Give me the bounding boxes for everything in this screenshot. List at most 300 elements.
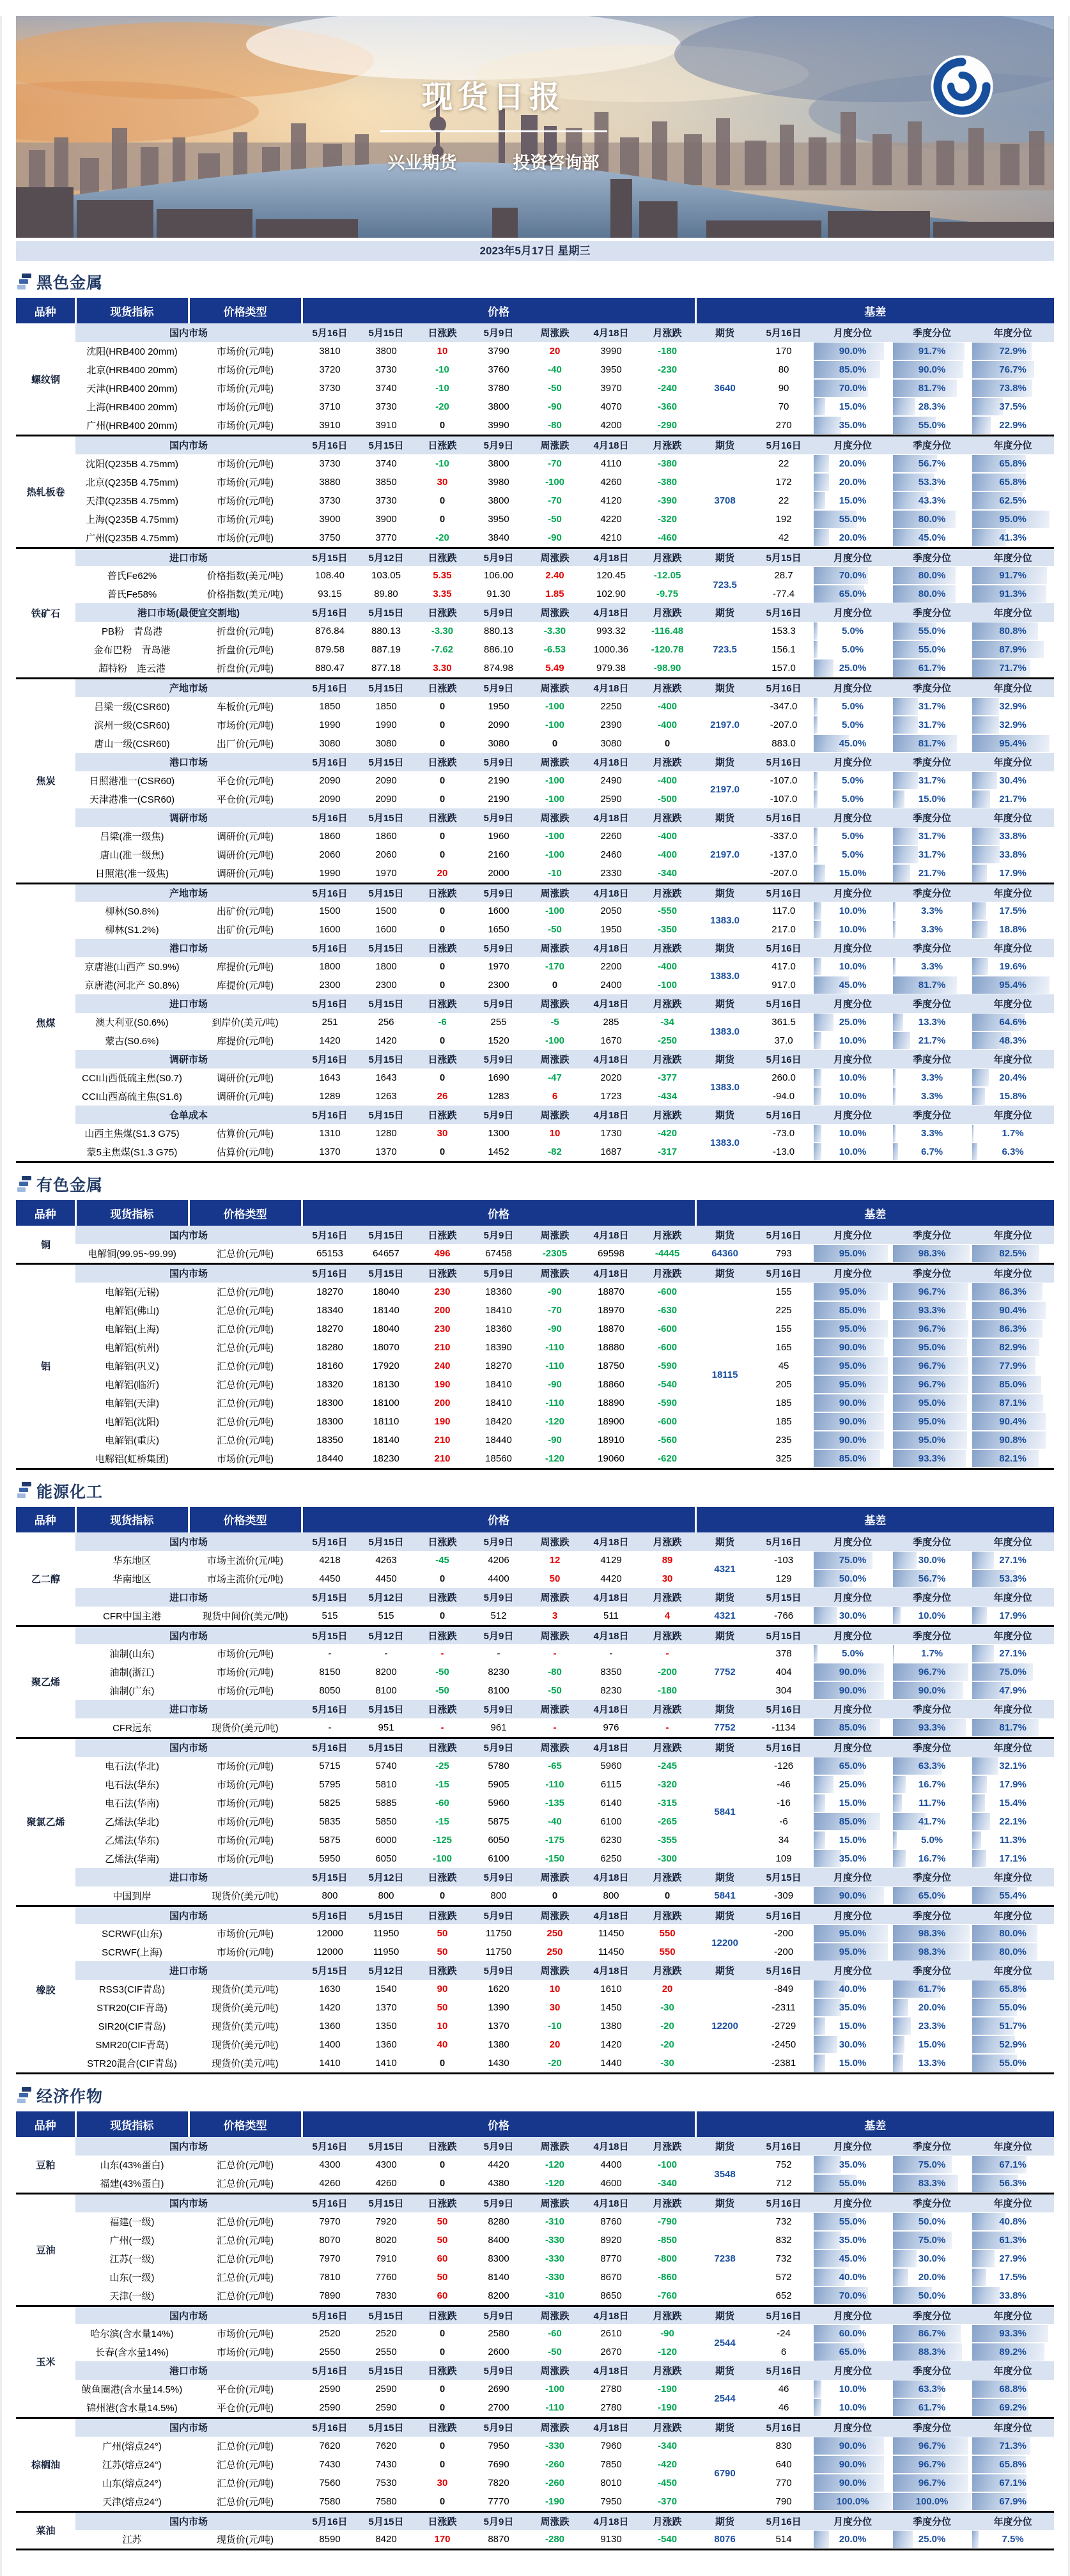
price-cell: 7620 xyxy=(375,2440,397,2451)
percentile-cell xyxy=(813,790,892,808)
percentile-bar-wrap xyxy=(814,1943,892,1961)
column-date-header: 5月9日 xyxy=(470,753,527,771)
futures-price-cell: 4321 xyxy=(714,1610,736,1621)
percentile-bar-wrap xyxy=(893,1069,971,1086)
indicator-cell: 华南地区 xyxy=(112,1573,151,1585)
percentile-cell xyxy=(892,2455,972,2474)
column-date-header: 4月18日 xyxy=(583,436,639,454)
column-date-header: 日涨跌 xyxy=(414,2137,470,2156)
percentile-bar-wrap xyxy=(893,1032,971,1049)
price-cell: 1370 xyxy=(488,2021,509,2032)
indicator-cell: 哈尔滨(含水量14%) xyxy=(90,2329,174,2340)
price-cell: 12000 xyxy=(316,1928,343,1939)
price-cell: - xyxy=(609,1648,613,1659)
column-date-header: 年度分位 xyxy=(972,808,1054,827)
percentile-bar-wrap xyxy=(893,1450,971,1467)
percentile-cell xyxy=(892,397,972,416)
percentile-bar-wrap xyxy=(893,622,971,640)
change-cell: 210 xyxy=(434,1453,451,1464)
column-date-header: 4月18日 xyxy=(583,2137,639,2156)
change-cell: 0 xyxy=(439,980,446,991)
column-date-header: 4月18日 xyxy=(583,1532,639,1551)
column-date-header: 季度分位 xyxy=(892,2511,972,2530)
percentile-value: 32.9% xyxy=(999,700,1027,712)
column-group-header: 基差 xyxy=(695,1200,1054,1226)
column-date-header: 5月15日 xyxy=(358,2137,414,2156)
percentile-cell xyxy=(813,920,892,939)
price-cell: 18360 xyxy=(485,1286,512,1297)
change-cell: 30 xyxy=(437,1128,448,1139)
basis-cell: 172 xyxy=(775,476,792,488)
change-cell: -380 xyxy=(658,458,678,469)
percentile-cell xyxy=(892,2324,972,2343)
percentile-cell xyxy=(972,1663,1054,1681)
column-date-header: 4月18日 xyxy=(583,548,639,566)
change-cell: -420 xyxy=(658,2458,678,2470)
percentile-bar-wrap xyxy=(814,1999,892,2016)
percentile-value: 35.0% xyxy=(839,420,867,431)
percentile-bar-wrap xyxy=(893,2017,971,2035)
price-cell: 69598 xyxy=(598,1248,624,1259)
percentile-cell xyxy=(972,2287,1054,2306)
percentile-value: 61.7% xyxy=(918,2402,946,2413)
change-cell: -330 xyxy=(545,2253,565,2264)
column-date-header: 期货 xyxy=(695,2306,754,2324)
column-date-header: 月涨跌 xyxy=(639,753,695,771)
percentile-bar-wrap xyxy=(972,2055,1053,2072)
basis-cell: 752 xyxy=(775,2159,792,2170)
indicator-cell: 乙烯法(华南) xyxy=(105,1853,159,1865)
price-type-cell: 市场价(元/吨) xyxy=(216,1761,274,1772)
column-date-header: 月度分位 xyxy=(813,1626,892,1644)
column-date-header: 4月18日 xyxy=(583,883,639,902)
percentile-cell xyxy=(892,1663,972,1681)
market-subheader-row xyxy=(16,2361,1054,2380)
change-cell: 0 xyxy=(439,513,446,525)
variety-cell: 豆粕 xyxy=(16,2137,75,2194)
percentile-value: 100.0% xyxy=(836,2495,869,2507)
futures-price-cell: 64360 xyxy=(711,1248,738,1259)
price-cell: 18410 xyxy=(485,1378,512,1390)
percentile-cell xyxy=(813,1998,892,2017)
change-cell: -100 xyxy=(545,849,565,860)
percentile-cell xyxy=(813,454,892,473)
column-date-header: 周涨跌 xyxy=(527,994,583,1013)
price-cell: 512 xyxy=(490,1610,507,1621)
column-date-header: 季度分位 xyxy=(892,883,972,902)
percentile-cell xyxy=(813,1412,892,1431)
percentile-bar-wrap xyxy=(893,2156,971,2173)
price-cell: 886.10 xyxy=(484,644,513,655)
change-cell: -550 xyxy=(658,906,678,916)
percentile-cell xyxy=(813,845,892,864)
percentile-bar-wrap xyxy=(814,2325,892,2342)
percentile-bar-wrap xyxy=(893,1014,971,1031)
percentile-bar-wrap xyxy=(814,1663,892,1681)
price-cell: 256 xyxy=(378,1017,394,1028)
percentile-value: 68.8% xyxy=(999,2384,1027,2395)
price-cell: 2250 xyxy=(600,700,622,712)
change-cell: - xyxy=(665,1722,669,1733)
percentile-value: 75.0% xyxy=(918,2234,946,2246)
price-cell: 2590 xyxy=(375,2384,397,2395)
market-label: 国内市场 xyxy=(75,1626,302,1644)
change-cell: -7.62 xyxy=(431,644,454,655)
column-date-header: 5月9日 xyxy=(470,883,527,902)
price-cell: 3910 xyxy=(375,420,397,431)
change-cell: 0 xyxy=(552,737,558,749)
price-cell: 3740 xyxy=(375,458,397,469)
change-cell: 200 xyxy=(434,1304,451,1316)
percentile-value: 41.7% xyxy=(918,1816,946,1827)
price-cell: 8070 xyxy=(319,2234,341,2246)
percentile-bar-wrap xyxy=(814,1645,892,1662)
indicator-cell: 滨州一级(CSR60) xyxy=(94,720,170,731)
percentile-value: 67.9% xyxy=(999,2495,1027,2507)
column-date-header: 5月15日 xyxy=(754,548,813,566)
table-row xyxy=(16,640,1054,659)
nonferrous-metals-table xyxy=(16,1200,1054,1470)
change-cell: -80 xyxy=(548,1667,562,1677)
percentile-bar-wrap xyxy=(814,1607,892,1624)
variety-cell: 热轧板卷 xyxy=(16,436,75,548)
column-date-header: 月度分位 xyxy=(813,808,892,827)
column-date-header: 期货 xyxy=(695,2194,754,2212)
column-date-header: 5月16日 xyxy=(754,1264,813,1283)
futures-price-cell: 1383.0 xyxy=(710,914,740,926)
price-cell: 8140 xyxy=(488,2271,509,2283)
column-group-header: 品种 xyxy=(16,1200,75,1226)
price-type-cell: 平仓价(元/吨) xyxy=(216,2403,274,2414)
price-cell: 1520 xyxy=(488,1035,509,1046)
percentile-cell xyxy=(892,1283,972,1301)
price-type-cell: 汇总价(元/吨) xyxy=(216,1398,274,1409)
change-cell: 30 xyxy=(662,1573,673,1584)
change-cell: 550 xyxy=(659,1928,676,1939)
basis-cell: 185 xyxy=(775,1397,792,1408)
price-cell: - xyxy=(384,1648,388,1659)
percentile-cell xyxy=(813,2455,892,2474)
market-subheader-row xyxy=(16,1106,1054,1124)
column-date-header: 5月16日 xyxy=(302,1738,358,1757)
indicator-cell: 蒙5主焦煤(S1.3 G75) xyxy=(86,1147,178,1158)
percentile-bar-wrap xyxy=(893,641,971,658)
price-cell: 515 xyxy=(322,1610,338,1621)
indicator-cell: 电解铝(佛山) xyxy=(105,1305,159,1316)
column-date-header: 年度分位 xyxy=(972,2361,1054,2380)
percentile-bar-wrap xyxy=(814,2531,892,2548)
column-date-header: 季度分位 xyxy=(892,323,972,342)
change-cell: -90 xyxy=(548,1434,562,1446)
change-cell: 240 xyxy=(434,1360,451,1371)
table-row xyxy=(16,1831,1054,1849)
table-row xyxy=(16,1283,1054,1301)
price-cell: 3730 xyxy=(319,495,341,506)
percentile-bar-wrap xyxy=(814,976,892,994)
percentile-cell xyxy=(813,1357,892,1375)
percentile-bar-wrap xyxy=(814,641,892,658)
futures-price-cell: 4321 xyxy=(714,1564,736,1575)
change-cell: -120 xyxy=(545,2178,565,2189)
bullet-bar xyxy=(22,1176,31,1180)
price-cell: 2610 xyxy=(600,2328,622,2339)
price-type-cell: 出矿价(元/吨) xyxy=(216,925,274,936)
change-cell: 0 xyxy=(439,2402,446,2413)
section-title: 经济作物 xyxy=(36,2088,104,2106)
basis-cell: 790 xyxy=(775,2495,792,2507)
price-type-cell: 估算价(元/吨) xyxy=(216,1147,274,1158)
percentile-value: 91.7% xyxy=(918,346,946,357)
change-cell: 50 xyxy=(437,2216,448,2227)
percentile-value: 50.0% xyxy=(918,2290,946,2301)
percentile-bar-wrap xyxy=(972,2269,1053,2286)
change-cell: -2305 xyxy=(542,1248,568,1259)
price-cell: 103.05 xyxy=(371,570,401,581)
percentile-bar-wrap xyxy=(972,828,1053,845)
change-cell: 250 xyxy=(547,1947,563,1957)
percentile-value: 1.7% xyxy=(920,1648,943,1659)
indicator-cell: 日照港(准一级焦) xyxy=(95,868,169,879)
column-date-header: 期货 xyxy=(695,548,754,566)
percentile-value: 28.3% xyxy=(918,401,946,412)
column-group-header: 品种 xyxy=(16,298,75,323)
percentile-bar-wrap xyxy=(972,2036,1053,2053)
percentile-cell xyxy=(972,1886,1054,1906)
price-cell: 3900 xyxy=(375,513,397,525)
table-row xyxy=(16,697,1054,716)
price-cell: 18360 xyxy=(485,1323,512,1334)
basis-cell: -766 xyxy=(774,1610,794,1621)
percentile-cell xyxy=(892,528,972,548)
percentile-value: 45.0% xyxy=(839,980,867,991)
percentile-cell xyxy=(892,1244,972,1264)
change-cell: 0 xyxy=(439,2178,446,2189)
percentile-bar-wrap xyxy=(972,698,1053,715)
change-cell: 0 xyxy=(439,1072,446,1083)
column-date-header: 5月16日 xyxy=(302,1906,358,1924)
column-date-header: 周涨跌 xyxy=(527,548,583,566)
change-cell: -860 xyxy=(658,2271,678,2283)
basis-cell: 514 xyxy=(775,2534,792,2545)
column-date-header: 年度分位 xyxy=(972,1738,1054,1757)
change-cell: -540 xyxy=(658,2534,678,2545)
change-cell: -70 xyxy=(548,458,562,469)
basis-cell: 185 xyxy=(775,1415,792,1427)
percentile-value: 45.0% xyxy=(839,2253,867,2264)
price-cell: 5850 xyxy=(375,1816,397,1827)
market-subheader-row xyxy=(16,603,1054,622)
percentile-value: 60.0% xyxy=(839,2328,867,2339)
percentile-value: 91.3% xyxy=(999,589,1027,599)
price-type-cell: 市场价(元/吨) xyxy=(216,1779,274,1791)
change-cell: -760 xyxy=(658,2290,678,2301)
section-title: 黑色金属 xyxy=(36,274,104,292)
table-row xyxy=(16,2231,1054,2249)
table-row xyxy=(16,1244,1054,1264)
table-row xyxy=(16,2174,1054,2194)
column-date-header: 月涨跌 xyxy=(639,603,695,622)
price-type-cell: 市场价(元/吨) xyxy=(216,1929,274,1940)
price-type-cell: 市场价(元/吨) xyxy=(216,514,274,525)
price-cell: 2780 xyxy=(600,2402,622,2413)
column-date-header: 5月16日 xyxy=(754,679,813,697)
bullet-bar xyxy=(17,285,26,289)
column-date-header: 年度分位 xyxy=(972,2418,1054,2437)
percentile-bar-wrap xyxy=(893,698,971,715)
change-cell: -400 xyxy=(658,775,678,786)
percentile-bar-wrap xyxy=(893,2036,971,2053)
market-label: 港口市场 xyxy=(75,2361,302,2380)
column-date-header: 5月9日 xyxy=(470,1226,527,1244)
futures-price-cell: 1383.0 xyxy=(710,1026,740,1037)
price-type-cell: 汇总价(元/吨) xyxy=(216,1323,274,1335)
market-label: 调研市场 xyxy=(75,1050,302,1068)
percentile-cell xyxy=(892,1551,972,1570)
bullet-bar xyxy=(19,1488,28,1492)
price-cell: 1370 xyxy=(375,2002,397,2013)
column-date-header: 5月15日 xyxy=(358,939,414,957)
percentile-bar-wrap xyxy=(972,2531,1053,2548)
percentile-value: 18.8% xyxy=(999,924,1027,935)
column-group-header: 价格类型 xyxy=(189,1200,302,1226)
change-cell: 0 xyxy=(439,1610,446,1621)
column-date-header: 季度分位 xyxy=(892,1700,972,1718)
percentile-value: 70.0% xyxy=(839,570,867,581)
basis-cell: 90 xyxy=(778,383,789,394)
price-type-cell: 市场主流价(元/吨) xyxy=(206,1555,284,1566)
column-group-header: 品种 xyxy=(16,1507,75,1532)
basis-cell: -207.0 xyxy=(770,719,798,730)
change-cell: -20 xyxy=(660,2039,674,2050)
percentile-bar-wrap xyxy=(972,529,1053,546)
percentile-value: 5.0% xyxy=(841,1648,864,1659)
percentile-bar-wrap xyxy=(893,455,971,472)
price-cell: 2330 xyxy=(600,867,622,879)
percentile-cell xyxy=(972,771,1054,790)
price-cell: 18410 xyxy=(485,1397,512,1408)
column-date-header: 4月18日 xyxy=(583,1700,639,1718)
percentile-cell xyxy=(813,566,892,585)
percentile-bar-wrap xyxy=(814,902,892,920)
percentile-cell xyxy=(972,2398,1054,2418)
change-cell: 30 xyxy=(437,476,448,488)
percentile-bar-wrap xyxy=(972,1014,1053,1031)
percentile-cell xyxy=(813,1681,892,1700)
indicator-cell: STR20混合(CIF青岛) xyxy=(87,2058,177,2069)
price-cell: 18270 xyxy=(485,1360,512,1371)
change-cell: -590 xyxy=(658,1360,678,1371)
price-cell: 7910 xyxy=(375,2253,397,2264)
price-type-cell: 汇总价(元/吨) xyxy=(216,1361,274,1372)
change-cell: 26 xyxy=(437,1091,448,1102)
report-title: 现货日报 xyxy=(421,81,565,114)
percentile-cell xyxy=(813,397,892,416)
futures-price-cell: 2544 xyxy=(714,2337,736,2348)
price-cell: 1860 xyxy=(319,830,341,842)
column-date-header: 年度分位 xyxy=(972,883,1054,902)
section-energy-chemicals xyxy=(2,1479,1068,2075)
percentile-bar-wrap xyxy=(972,417,1053,434)
indicator-cell: 天津(Q235B 4.75mm) xyxy=(85,495,179,507)
column-date-header: 5月16日 xyxy=(754,2137,813,2156)
percentile-value: 15.0% xyxy=(918,2039,946,2050)
bullet-bar xyxy=(22,274,31,278)
percentile-value: 5.0% xyxy=(841,849,864,860)
percentile-value: 10.0% xyxy=(839,2402,867,2413)
price-cell: 7950 xyxy=(600,2495,622,2507)
column-date-header: 月度分位 xyxy=(813,2361,892,2380)
percentile-value: 10.0% xyxy=(839,1128,867,1139)
table-header-row xyxy=(16,1507,1054,1532)
column-date-header: 5月16日 xyxy=(302,994,358,1013)
column-date-header: 5月15日 xyxy=(358,1906,414,1924)
column-date-header: 4月18日 xyxy=(583,939,639,957)
price-cell: 5960 xyxy=(600,1760,622,1771)
percentile-bar-wrap xyxy=(972,492,1053,509)
percentile-bar-wrap xyxy=(893,902,971,920)
column-date-header: 5月9日 xyxy=(470,2511,527,2530)
percentile-cell xyxy=(892,2380,972,2398)
banner-text-block xyxy=(16,72,971,174)
percentile-cell xyxy=(972,1943,1054,1961)
percentile-bar-wrap xyxy=(893,735,971,752)
column-date-header: 4月18日 xyxy=(583,2361,639,2380)
column-date-header: 5月16日 xyxy=(302,679,358,697)
basis-cell: -16 xyxy=(777,1797,791,1809)
percentile-value: 81.7% xyxy=(918,737,946,749)
column-date-header: 5月16日 xyxy=(754,1906,813,1924)
market-subheader-row xyxy=(16,548,1054,566)
percentile-cell xyxy=(813,1283,892,1301)
price-type-cell: 市场价(元/吨) xyxy=(216,383,274,394)
market-label: 产地市场 xyxy=(75,883,302,902)
percentile-bar-wrap xyxy=(893,1302,971,1319)
percentile-cell xyxy=(813,2492,892,2512)
percentile-cell xyxy=(972,2054,1054,2074)
column-date-header: 周涨跌 xyxy=(527,2306,583,2324)
market-subheader-row xyxy=(16,436,1054,454)
market-subheader-row xyxy=(16,753,1054,771)
change-cell: 12 xyxy=(549,1554,561,1566)
percentile-bar-wrap xyxy=(972,1682,1053,1699)
price-cell: 8230 xyxy=(488,1667,509,1677)
price-cell: 3850 xyxy=(375,476,397,488)
change-cell: -170 xyxy=(545,961,565,972)
change-cell: -290 xyxy=(658,420,678,431)
column-date-header: 周涨跌 xyxy=(527,323,583,342)
percentile-cell xyxy=(813,1886,892,1906)
price-cell: 3730 xyxy=(375,401,397,412)
change-cell: -90 xyxy=(548,401,562,412)
column-date-header: 4月18日 xyxy=(583,753,639,771)
indicator-cell: 电解铝(天津) xyxy=(105,1398,159,1409)
percentile-bar-wrap xyxy=(814,1757,892,1775)
price-type-cell: 市场价(元/吨) xyxy=(216,346,274,357)
price-cell: 18040 xyxy=(373,1323,399,1334)
column-date-header: 月涨跌 xyxy=(639,1738,695,1757)
percentile-bar-wrap xyxy=(893,921,971,938)
column-date-header: 季度分位 xyxy=(892,2194,972,2212)
price-cell: 993.32 xyxy=(596,626,626,636)
percentile-value: 56.7% xyxy=(918,458,946,469)
price-cell: 2590 xyxy=(375,2402,397,2413)
basis-cell: -94.0 xyxy=(772,1091,795,1102)
percentile-bar-wrap xyxy=(814,2156,892,2173)
percentile-value: 80.0% xyxy=(999,1947,1027,1957)
price-cell: 3740 xyxy=(375,383,397,394)
column-date-header: 月涨跌 xyxy=(639,679,695,697)
variety-cell: 玉米 xyxy=(16,2306,75,2418)
